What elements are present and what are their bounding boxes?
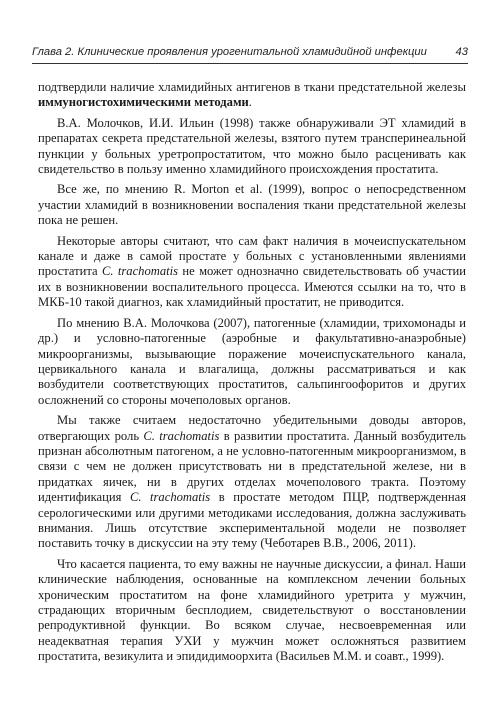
text-span: в развитии простатита. Данный возбудитель признан абсолютным патогеном, а не условно-патогенным микроорганизмом, в связи с чем не должен присутствовать ни в предстательной железе, ни в придатках яичек, ни в других отделах мочеполового тракта. Поэтому идентификация [38,428,466,505]
page-number: 43 [455,46,468,58]
text-span: не может однозначно свидетельствовать об участии их в возникновении воспалительного процесса. Имеются ссылки на то, что в МКБ-10 такой диагноз, как хламидийный простатит, не приводится. [38,264,466,310]
text-span: подтвердили наличие хламидийных антигенов в ткани предстательной железы [38,80,466,94]
paragraph [38,234,466,311]
paragraph: Что касается пациента, то ему важны не научные дискуссии, а финал. Наши клинические наблюдения, основанные на комплексном лечении больных хроническим простатитом на фоне хламидийного уретрита у мужчин, страдающих вторичным бесплодием, свидетельствуют о восстановлении репродуктивной функции. Во всяком случае, несвоевременная или неадекватная терапия УХИ у мужчин может осложняться развитием простатита, везикулита и эпидидимоорхита (Васильев М.М. и соавт., 1999). [38,556,466,664]
body-text [38,80,466,670]
running-header [32,46,468,58]
italic-term: C. trachomatis [102,264,179,279]
text-span: Некоторые авторы считают, что сам факт наличия в мочеиспускательном канале и даже в самой простате у больных с установленными явлениями простатита [38,233,466,279]
text-span: Мы также считаем недостаточно убедительными доводы авторов, отвергающих роль [38,413,466,443]
italic-term: C. trachomatis [129,490,211,505]
paragraph: Все же, по мнению R. Morton et al. (1999), вопрос о непосредственном участии хламидий в возникновении воспаления ткани предстательной железы пока не решен. [38,182,466,228]
text-span: в простате методом ПЦР, подтвержденная серологическими или другими методиками исследования, должна заслуживать внимания. Лишь отсутствие экспериментальной модели не позволяет поставить точку в дискуссии на эту тему (Чеботарев В.В., 2006, 2011). [38,490,466,551]
chapter-title: Глава 2. Клинические проявления урогенитальной хламидийной инфекции [32,46,427,58]
bold-term: иммуногистохимическими методами [38,95,249,110]
header-divider [32,63,468,64]
italic-term: C. trachomatis [143,428,220,443]
paragraph [38,413,466,552]
text-span: . [248,95,252,110]
paragraph: В.А. Молочков, И.И. Ильин (1998) также обнаруживали ЭТ хламидий в препаратах секрета предстательной железы, взятого путем трансперинеальной пункции у больных уретропростатитом, что можно было расценивать как свидетельство в пользу именно хламидийного происхождения простатита. [38,115,466,177]
paragraph: По мнению В.А. Молочкова (2007), патогенные (хламидии, трихомонады и др.) и условно-патогенные (аэробные и факультативно-анаэробные) микроорганизмы, вызывающие поражение мочеиспускательного канала, цервикального канала и влагалища, должны рассматриваться и как возбудители соответствующих простатитов, сальпингоофоритов и других осложнений со стороны мочеполовых органов. [38,315,466,407]
paragraph [38,80,466,111]
